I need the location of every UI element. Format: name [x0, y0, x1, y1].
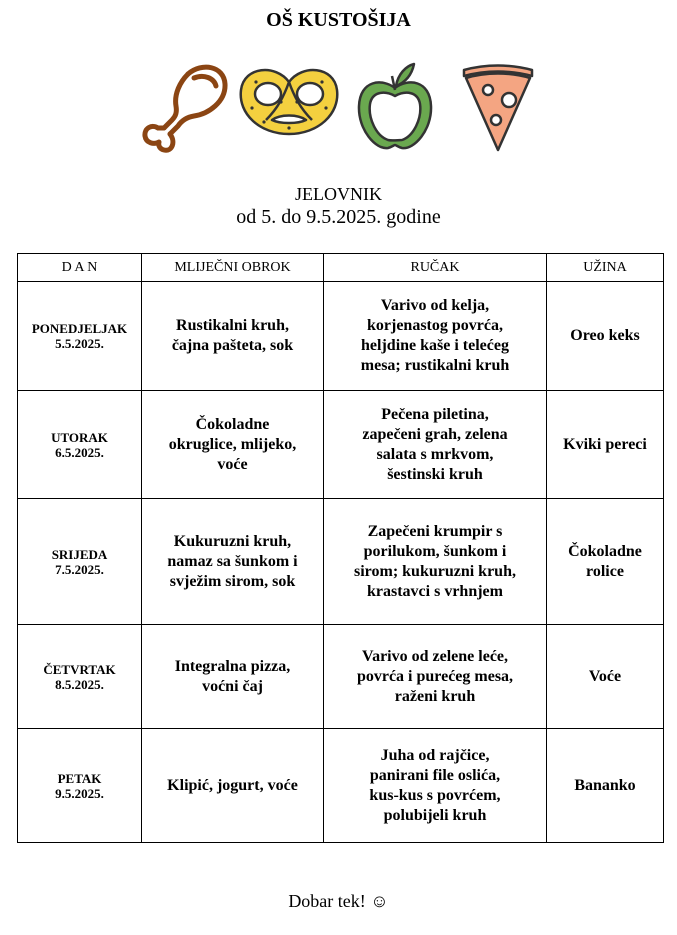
day-cell	[18, 282, 142, 391]
menu-title: JELOVNIK	[295, 184, 382, 204]
lunch-line: kus-kus s povrćem,	[369, 786, 501, 804]
pizza-slice-icon	[458, 60, 538, 154]
lunch-line: Juha od rajčice,	[380, 746, 490, 764]
food-icons	[0, 60, 677, 160]
lunch-line: korjenastog povrća,	[367, 317, 503, 334]
pretzel-icon	[236, 60, 342, 140]
breakfast-line: Rustikalni kruh,	[176, 317, 289, 334]
menu-table	[17, 253, 664, 843]
table-row	[18, 729, 664, 843]
lunch-line: krastavci s vrhnjem	[367, 582, 503, 600]
column-header-day: D A N	[18, 254, 142, 282]
day-name: PONEDJELJAK	[31, 321, 128, 336]
lunch-cell	[324, 729, 547, 843]
lunch-line: Varivo od kelja,	[380, 297, 490, 314]
lunch-line: heljdine kaše i telećeg	[361, 337, 509, 354]
breakfast-cell	[142, 625, 324, 729]
breakfast-line: svježim sirom, sok	[169, 572, 296, 590]
snack-cell	[547, 729, 664, 843]
snack-cell	[547, 282, 664, 391]
day-date: 8.5.2025.	[55, 676, 104, 692]
snack-line: Bananko	[574, 776, 636, 794]
breakfast-cell	[142, 391, 324, 499]
snack-cell	[547, 499, 664, 625]
table-row	[18, 391, 664, 499]
table-row	[18, 282, 664, 391]
footer-greeting: Dobar tek! ☺	[288, 891, 389, 911]
lunch-line: zapečeni grah, zelena	[362, 425, 508, 443]
breakfast-line: Klipić, jogurt, voće	[167, 776, 298, 794]
breakfast-line: voće	[217, 455, 248, 473]
day-name: UTORAK	[51, 429, 108, 445]
day-cell	[18, 499, 142, 625]
breakfast-line: Integralna pizza,	[174, 657, 291, 675]
lunch-line: povrća i purećeg mesa,	[356, 667, 514, 685]
table-row	[18, 499, 664, 625]
breakfast-line: Kukuruzni kruh,	[173, 532, 292, 550]
lunch-line: mesa; rustikalni kruh	[360, 357, 510, 374]
lunch-line: porilukom, šunkom i	[363, 542, 507, 560]
lunch-line: Zapečeni krumpir s	[367, 522, 503, 540]
breakfast-line: okruglice, mlijeko,	[168, 435, 297, 453]
day-name: PETAK	[57, 770, 102, 786]
snack-line: Oreo keks	[570, 327, 640, 344]
day-cell	[18, 391, 142, 499]
column-header-snack: UŽINA	[547, 254, 664, 282]
apple-icon	[354, 60, 436, 154]
lunch-line: raženi kruh	[394, 687, 476, 705]
table-row	[18, 625, 664, 729]
snack-line: Voće	[588, 667, 622, 685]
breakfast-line: namaz sa šunkom i	[167, 552, 298, 570]
day-date: 9.5.2025.	[55, 785, 104, 801]
day-date: 6.5.2025.	[55, 444, 104, 460]
column-header-lunch: RUČAK	[324, 254, 547, 282]
day-date: 7.5.2025.	[55, 561, 104, 577]
day-name: SRIJEDA	[51, 546, 108, 562]
chicken-leg-icon	[136, 60, 230, 156]
column-header-breakfast: MLIJEČNI OBROK	[142, 254, 324, 282]
breakfast-cell	[142, 282, 324, 391]
breakfast-cell	[142, 729, 324, 843]
snack-line: rolice	[586, 562, 624, 580]
day-cell	[18, 625, 142, 729]
snack-cell	[547, 391, 664, 499]
lunch-cell	[324, 282, 547, 391]
day-cell	[18, 729, 142, 843]
lunch-line: panirani file oslića,	[369, 766, 501, 784]
table-header-row	[18, 254, 664, 282]
lunch-line: polubijeli kruh	[383, 806, 487, 824]
day-date: 5.5.2025.	[55, 336, 104, 351]
lunch-line: Varivo od zelene leće,	[361, 647, 509, 665]
snack-cell	[547, 625, 664, 729]
breakfast-line: Čokoladne	[195, 415, 270, 433]
lunch-cell	[324, 625, 547, 729]
breakfast-line: voćni čaj	[202, 677, 263, 695]
snack-line: Čokoladne	[568, 542, 642, 560]
date-range: od 5. do 9.5.2025. godine	[236, 206, 441, 228]
lunch-cell	[324, 499, 547, 625]
lunch-line: Pečena piletina,	[381, 405, 489, 423]
day-name: ČETVRTAK	[43, 661, 116, 677]
lunch-line: sirom; kukuruzni kruh,	[354, 562, 516, 580]
breakfast-cell	[142, 499, 324, 625]
lunch-line: salata s mrkvom,	[376, 445, 494, 463]
snack-line: Kviki pereci	[563, 435, 647, 453]
breakfast-line: čajna pašteta, sok	[171, 337, 294, 354]
lunch-line: šestinski kruh	[387, 465, 483, 483]
lunch-cell	[324, 391, 547, 499]
school-name: OŠ KUSTOŠIJA	[266, 9, 411, 31]
